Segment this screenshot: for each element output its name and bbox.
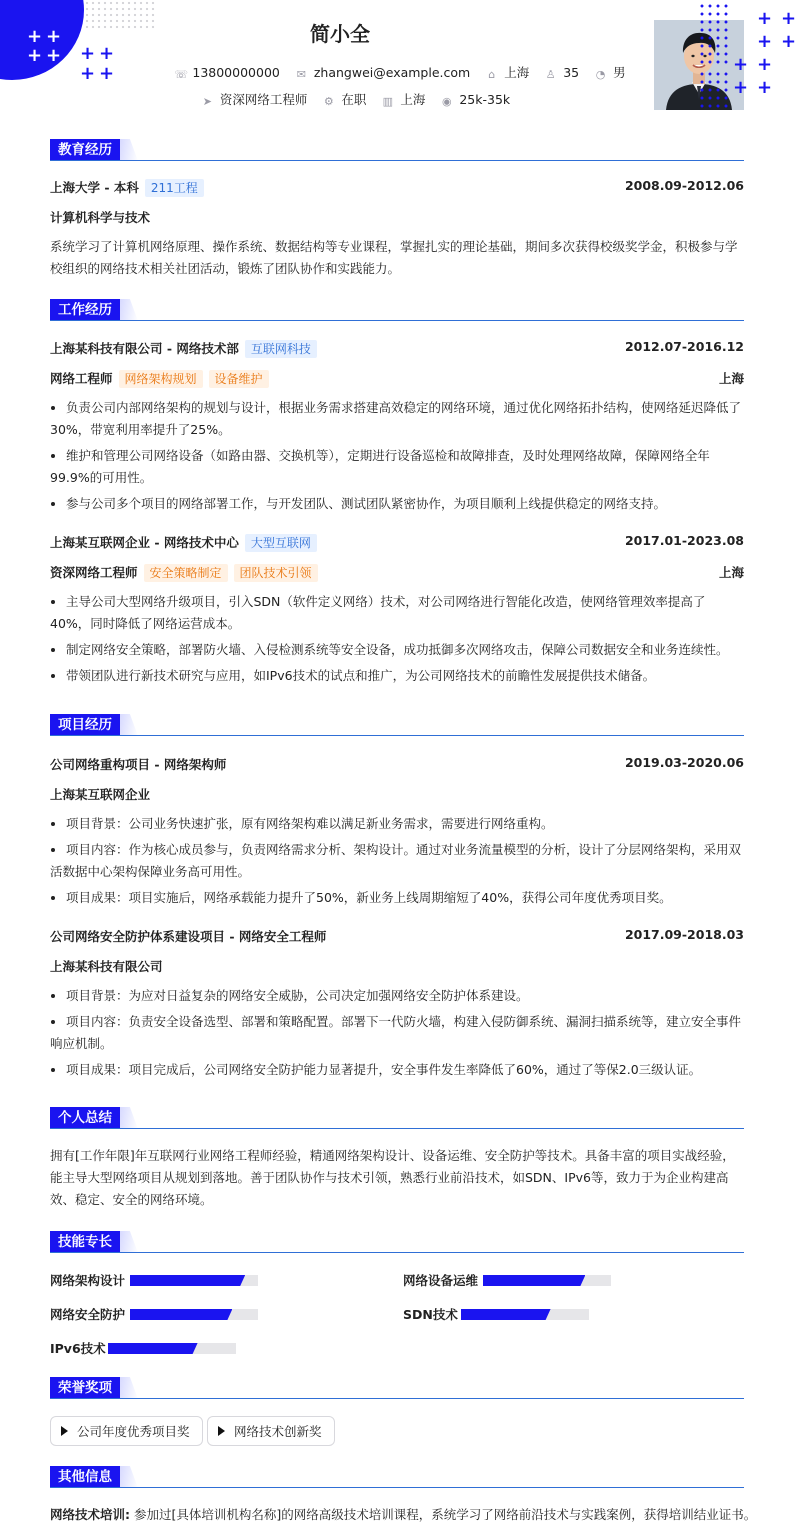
work-city: 上海	[718, 371, 744, 386]
list-item	[50, 397, 744, 441]
plus-icon: +	[757, 8, 773, 29]
list-item-text: 带领团队进行新技术研究与应用，如IPv6技术的试点和推广，为公司网络技术的前瞻性发展提供技术储备。	[66, 668, 656, 683]
education-description: 系统学习了计算机网络原理、操作系统、数据结构等专业课程，掌握扎实的理论基础，期间多次获得校级奖学金，积极参与学校组织的网络技术相关社团活动，锻炼了团队协作和实践能力。	[50, 239, 738, 276]
section-title: 工作经历	[50, 299, 120, 321]
section-divider	[50, 1252, 744, 1253]
plus-icon: +	[781, 8, 796, 29]
list-item	[50, 985, 744, 1007]
plus-icon: +	[27, 45, 43, 66]
email-icon: ✉	[296, 68, 306, 81]
skill-tag: 安全策略制定	[144, 564, 228, 582]
work-city: 上海	[718, 565, 744, 580]
gender-icon: ◔	[595, 68, 606, 81]
plus-icon: +	[46, 26, 62, 47]
list-item-text: 维护和管理公司网络设备（如路由器、交换机等），定期进行设备巡检和故障排查，及时处理网络故障，保障网络全年99.9%的可用性。	[50, 448, 710, 485]
plus-icon: +	[99, 43, 115, 64]
age-value: 35	[563, 65, 580, 80]
award-chip	[50, 1416, 203, 1446]
company-name: 上海某科技有限公司 - 网络技术部	[50, 341, 239, 356]
plus-icon: +	[757, 31, 773, 52]
list-item	[50, 665, 744, 687]
list-item-text: 主导公司大型网络升级项目，引入SDN（软件定义网络）技术，对公司网络进行智能化改造，使网络管理效率提高了40%，同时降低了网络运营成本。	[50, 594, 706, 631]
role-title: 资深网络工程师	[50, 565, 138, 580]
list-item-text: 项目内容：作为核心成员参与，负责网络需求分析、架构设计。通过对业务流量模型的分析，设计了分层网络架构，采用双活数据中心架构保障业务高可用性。	[50, 842, 742, 879]
section-divider	[50, 320, 744, 321]
skill-item	[50, 1339, 106, 1357]
summary-text: 拥有[工作年限]年互联网行业网络工程师经验，精通网络架构设计、设备运维、安全防护等技术。具备丰富的项目实战经验，能主导大型网络项目从规划到落地。善于团队协作与技术引领，熟悉行业前沿技术，如SDN、IPv6等，致力于为企业构建高效、稳定、安全的网络环境。	[50, 1148, 735, 1207]
section-divider	[50, 1398, 744, 1399]
section-title: 其他信息	[50, 1466, 120, 1488]
skill-level-bar	[483, 1275, 611, 1286]
skill-level-bar	[130, 1309, 258, 1320]
skill-tag: 团队技术引领	[234, 564, 318, 582]
award-chip	[207, 1416, 335, 1446]
section-title: 教育经历	[50, 139, 120, 161]
skill-item	[403, 1271, 478, 1289]
skill-level-fill	[483, 1275, 585, 1286]
section-skills	[50, 1231, 744, 1253]
industry-badge: 互联网科技	[245, 340, 317, 358]
project-org: 上海某科技有限公司	[50, 959, 163, 974]
section-awards	[50, 1377, 744, 1399]
list-item-text: 制定网络安全策略，部署防火墙、入侵检测系统等安全设备，成功抵御多次网络攻击，保障公司数据安全和业务连续性。	[66, 642, 729, 657]
major: 计算机科学与技术	[50, 210, 151, 225]
phone-icon: ☏	[174, 68, 189, 81]
skill-name: 网络设备运维	[403, 1273, 479, 1288]
list-item-text: 项目背景：为应对日益复杂的网络安全威胁，公司决定加强网络安全防护体系建设。	[66, 988, 529, 1003]
job-title-value: 资深网络工程师	[219, 92, 308, 107]
list-item	[50, 1011, 744, 1055]
list-item	[50, 493, 744, 515]
section-title: 技能专长	[50, 1231, 120, 1253]
skill-item	[403, 1305, 458, 1323]
list-item	[50, 591, 744, 635]
project-date: 2017.09-2018.03	[624, 927, 744, 942]
section-divider	[50, 735, 744, 736]
work-header	[50, 339, 744, 358]
work-role-row	[50, 563, 744, 582]
salary-icon: ◉	[442, 95, 452, 108]
skill-name: 网络架构设计	[50, 1273, 126, 1288]
list-item	[50, 887, 744, 909]
age-icon: ♙	[545, 68, 556, 81]
plus-icon: +	[757, 54, 773, 75]
section-divider	[50, 1128, 744, 1129]
award-label: 网络技术创新奖	[234, 1424, 322, 1439]
section-education	[50, 139, 744, 161]
plus-icon: +	[46, 45, 62, 66]
city-value: 上海	[504, 65, 530, 80]
list-item-text: 项目背景：公司业务快速扩张，原有网络架构难以满足新业务需求，需要进行网络重构。	[66, 816, 554, 831]
work-role-row	[50, 369, 744, 388]
target-city-value: 上海	[400, 92, 426, 107]
list-item-text: 项目成果：项目完成后，公司网络安全防护能力显著提升，安全事件发生率降低了60%，通过了等保2.0三级认证。	[66, 1062, 702, 1077]
building-icon: ▥	[382, 95, 394, 108]
skill-level-bar	[108, 1343, 236, 1354]
skill-level-fill	[130, 1275, 245, 1286]
list-item-text: 项目内容：负责安全设备选型、部署和策略配置。部署下一代防火墙，构建入侵防御系统、漏洞扫描系统等，建立安全事件响应机制。	[50, 1014, 742, 1051]
email-value[interactable]: zhangwei@example.com	[313, 65, 471, 80]
skill-name: SDN技术	[403, 1307, 458, 1322]
list-item-text: 参与公司多个项目的网络部署工作，与开发团队、测试团队紧密协作，为项目顺利上线提供稳定的网络支持。	[66, 496, 667, 511]
plus-icon: +	[80, 43, 96, 64]
list-item	[50, 839, 744, 883]
candidate-name: 简小全	[310, 22, 370, 46]
section-work	[50, 299, 744, 321]
phone-value: 13800000000	[192, 65, 280, 80]
section-title: 个人总结	[50, 1107, 120, 1129]
work-date: 2012.07-2016.12	[624, 339, 744, 354]
section-title: 荣誉奖项	[50, 1377, 120, 1399]
send-icon: ➤	[202, 95, 212, 108]
other-info-label: 网络技术培训:	[50, 1507, 130, 1522]
skill-name: 网络安全防护	[50, 1307, 126, 1322]
section-divider	[50, 1487, 744, 1488]
award-label: 公司年度优秀项目奖	[77, 1424, 190, 1439]
skill-item	[50, 1271, 125, 1289]
role-title: 网络工程师	[50, 371, 113, 386]
project-header	[50, 755, 744, 773]
education-date: 2008.09-2012.06	[624, 178, 744, 193]
school-name: 上海大学 - 本科	[50, 180, 139, 195]
section-projects	[50, 714, 744, 736]
list-item	[50, 813, 744, 835]
list-item-text: 项目成果：项目实施后，网络承载能力提升了50%，新业务上线周期缩短了40%，获得公司年度优秀项目奖。	[66, 890, 672, 905]
section-other	[50, 1466, 744, 1488]
play-triangle-icon	[218, 1426, 225, 1436]
dot-pattern-decoration	[698, 2, 730, 64]
list-item-text: 负责公司内部网络架构的规划与设计，根据业务需求搭建高效稳定的网络环境，通过优化网络拓扑结构，使网络延迟降低了30%，带宽利用率提升了25%。	[50, 400, 742, 437]
project-header	[50, 927, 744, 945]
skill-level-bar	[461, 1309, 589, 1320]
salary-value: 25k-35k	[459, 92, 511, 107]
project-title: 公司网络重构项目 - 网络架构师	[50, 757, 227, 772]
skill-level-bar	[130, 1275, 258, 1286]
skill-level-fill	[461, 1309, 551, 1320]
skill-level-fill	[108, 1343, 198, 1354]
status-icon: ⚙	[323, 95, 334, 108]
dot-pattern-decoration	[698, 70, 730, 110]
intent-row	[16, 90, 696, 108]
plus-icon: +	[757, 77, 773, 98]
home-icon: ⌂	[488, 68, 496, 81]
skill-tag: 网络架构规划	[119, 370, 203, 388]
school-badge: 211工程	[145, 179, 204, 197]
plus-icon: +	[733, 77, 749, 98]
skill-tag: 设备维护	[209, 370, 269, 388]
list-item	[50, 1059, 744, 1081]
section-divider	[50, 160, 744, 161]
plus-icon: +	[781, 31, 796, 52]
status-value: 在职	[341, 92, 367, 107]
project-date: 2019.03-2020.06	[624, 755, 744, 770]
work-date: 2017.01-2023.08	[624, 533, 744, 548]
company-name: 上海某互联网企业 - 网络技术中心	[50, 535, 239, 550]
other-info-text: 参加过[具体培训机构名称]的网络高级技术培训课程，系统学习了网络前沿技术与实践案例，获得培训结业证书。	[133, 1507, 757, 1522]
skill-item	[50, 1305, 125, 1323]
list-item	[50, 639, 744, 661]
skill-level-fill	[130, 1309, 232, 1320]
plus-icon: +	[733, 54, 749, 75]
skill-name: IPv6技术	[50, 1341, 106, 1356]
list-item	[50, 445, 744, 489]
section-title: 项目经历	[50, 714, 120, 736]
plus-icon: +	[27, 26, 43, 47]
contact-row	[60, 63, 740, 84]
work-header	[50, 533, 744, 552]
section-summary	[50, 1107, 744, 1129]
play-triangle-icon	[61, 1426, 68, 1436]
plus-icon: +	[99, 63, 115, 84]
plus-icon: +	[80, 63, 96, 84]
industry-badge: 大型互联网	[245, 534, 317, 552]
project-title: 公司网络安全防护体系建设项目 - 网络安全工程师	[50, 929, 327, 944]
education-header	[50, 178, 744, 197]
other-info-item	[50, 1505, 757, 1523]
gender-value: 男	[613, 65, 626, 80]
project-org: 上海某互联网企业	[50, 787, 151, 802]
